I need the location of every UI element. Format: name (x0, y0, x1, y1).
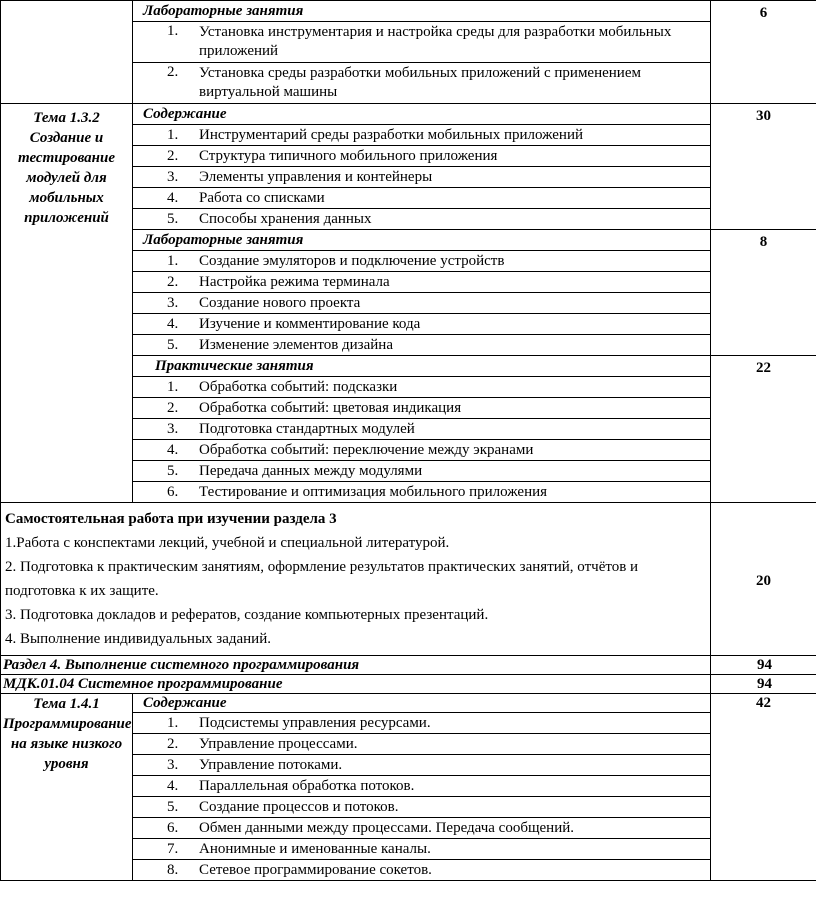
selfwork-line: 1.Работа с конспектами лекций, учебной и специальной литературой. (5, 535, 450, 551)
labs-content-cell (133, 230, 711, 356)
hours-cell: 94 (711, 675, 816, 694)
list-item: 1. Подсистемы управления ресурсами. (133, 712, 710, 733)
practice-heading: Практические занятия (155, 358, 314, 374)
list-item: 4. Изучение и комментирование кода (133, 313, 710, 334)
topic-title: Тема 1.3.2 Создание и тестирование модулей для мобильных приложений (1, 104, 133, 503)
list-item: 5. Передача данных между модулями (133, 460, 710, 481)
hours-cell: 30 (711, 104, 816, 230)
hours-cell: 22 (711, 356, 816, 503)
list-item: 7. Анонимные и именованные каналы. (133, 838, 710, 859)
section-4-row (1, 656, 816, 675)
list-item: 1. Создание эмуляторов и подключение устройств (133, 250, 710, 271)
empty-topic-cell (1, 1, 133, 104)
hours-cell: 8 (711, 230, 816, 356)
topic-132-content-row (1, 104, 816, 230)
list-item: 3. Подготовка стандартных модулей (133, 418, 710, 439)
labs-heading: Лабораторные занятия (143, 3, 304, 19)
hours-cell: 20 (711, 503, 816, 656)
list-item: 2. Структура типичного мобильного приложения (133, 145, 710, 166)
selfwork-line: 2. Подготовка к практическим занятиям, оформление результатов практических занятий, отчётов и подготовка к их защите. (5, 559, 639, 599)
section-title: Раздел 4. Выполнение системного программирования (1, 656, 711, 675)
list-item: 5. Способы хранения данных (133, 208, 710, 229)
hours-cell: 94 (711, 656, 816, 675)
mdk-title: МДК.01.04 Системное программирование (1, 675, 711, 694)
selfwork-title: Самостоятельная работа при изучении раздела 3 (5, 511, 337, 527)
list-item: 6. Обмен данными между процессами. Передача сообщений. (133, 817, 710, 838)
list-item: 4. Обработка событий: переключение между экранами (133, 439, 710, 460)
list-item: 3. Создание нового проекта (133, 292, 710, 313)
list-item: 2. Управление процессами. (133, 733, 710, 754)
list-item: 2. Обработка событий: цветовая индикация (133, 397, 710, 418)
labs-row-1 (1, 1, 816, 104)
list-item: 2. Установка среды разработки мобильных приложений с применением виртуальной машины (133, 62, 710, 103)
list-item: 4. Работа со списками (133, 187, 710, 208)
hours-cell: 6 (711, 1, 816, 104)
list-item: 8. Сетевое программирование сокетов. (133, 859, 710, 880)
list-item: 3. Управление потоками. (133, 754, 710, 775)
list-item: 4. Параллельная обработка потоков. (133, 775, 710, 796)
content-heading: Содержание (143, 695, 227, 711)
list-item: 1. Обработка событий: подсказки (133, 376, 710, 397)
selfwork-line: 4. Выполнение индивидуальных заданий. (5, 631, 271, 647)
content-cell (133, 104, 711, 230)
labs-content-cell (133, 1, 711, 104)
selfwork-row (1, 503, 816, 656)
content-heading: Содержание (143, 106, 227, 122)
topic-141-content-row (1, 694, 816, 881)
list-item: 1. Инструментарий среды разработки мобильных приложений (133, 124, 710, 145)
list-item: 5. Создание процессов и потоков. (133, 796, 710, 817)
list-item: 6. Тестирование и оптимизация мобильного приложения (133, 481, 710, 502)
mdk-row (1, 675, 816, 694)
list-item: 5. Изменение элементов дизайна (133, 334, 710, 355)
list-item: 3. Элементы управления и контейнеры (133, 166, 710, 187)
list-item: 2. Настройка режима терминала (133, 271, 710, 292)
topic-title: Тема 1.4.1 Программирование на языке низкого уровня (1, 694, 133, 881)
selfwork-line: 3. Подготовка докладов и рефератов, создание компьютерных презентаций. (5, 607, 489, 623)
labs-heading: Лабораторные занятия (143, 232, 304, 248)
list-item: 1. Установка инструментария и настройка среды для разработки мобильных приложений (133, 21, 710, 62)
selfwork-cell (1, 503, 711, 656)
practice-content-cell (133, 356, 711, 503)
hours-cell: 42 (711, 694, 816, 881)
content-cell (133, 694, 711, 881)
